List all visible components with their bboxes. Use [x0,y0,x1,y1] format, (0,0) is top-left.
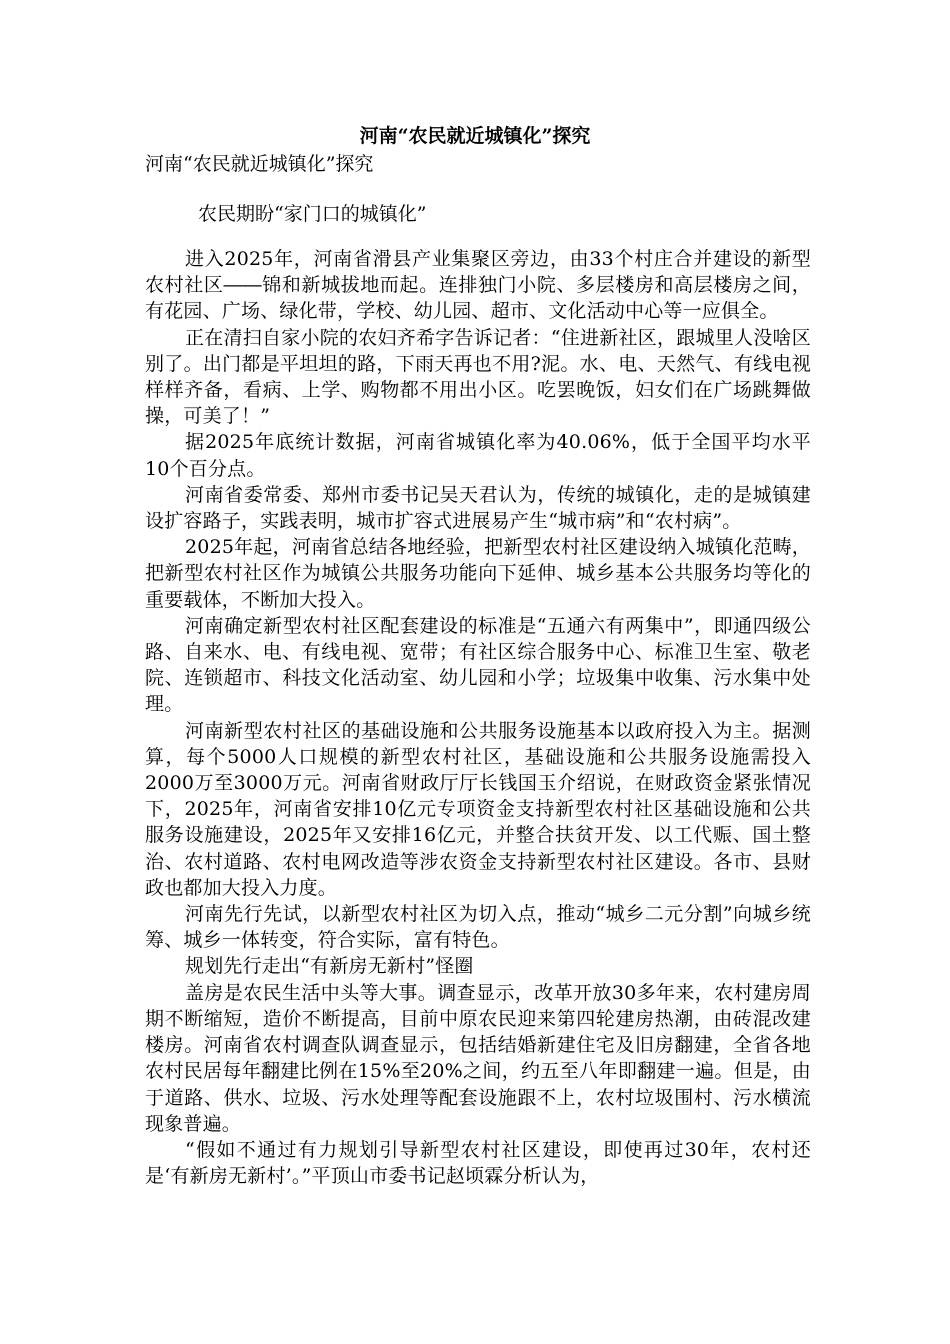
paragraph: 河南省委常委、郑州市委书记吴天君认为，传统的城镇化，走的是城镇建设扩容路子，实践表明，城市扩容式进展易产生“城市病”和“农村病”。 [145,483,811,533]
paragraph: 2025年起，河南省总结各地经验，把新型农村社区建设纳入城镇化范畴，把新型农村社区作为城镇公共服务功能向下延伸、城乡基本公共服务均等化的重要载体，不断加大投入。 [145,536,811,611]
document-body [145,246,811,1189]
paragraph: 进入2025年，河南省滑县产业集聚区旁边，由33个村庄合并建设的新型农村社区――锦和新城拔地而起。连排独门小院、多层楼房和高层楼房之间，有花园、广场、绿化带，学校、幼儿园、超市、文化活动中心等一应俱全。 [145,248,811,323]
paragraph: 据2025年底统计数据，河南省城镇化率为40.06%，低于全国平均水平10个百分点。 [145,431,811,480]
paragraph: 正在清扫自家小院的农妇齐希字告诉记者：“住进新社区，跟城里人没啥区别了。出门都是平坦坦的路，下雨天再也不用?泥。水、电、天然气、有线电视样样齐备，看病、上学、购物都不用出小区。吃罢晚饭，妇女们在广场跳舞做操，可美了！” [145,326,811,428]
paragraph: 盖房是农民生活中头等大事。调查显示，改革开放30多年来，农村建房周期不断缩短，造价不断提高，目前中原农民迎来第四轮建房热潮，由砖混改建楼房。河南省农村调查队调查显示，包括结婚新建住宅及旧房翻建，全省各地农村民居每年翻建比例在15%至20%之间，约五至八年即翻建一遍。但是，由于道路、供水、垃圾、污水处理等配套设施跟不上，农村垃圾围村、污水横流现象普遍。 [145,981,811,1135]
document-subtitle: 河南“农民就近城镇化”探究 [145,153,374,175]
section-heading-inline: 规划先行走出“有新房无新村”怪圈 [185,955,474,978]
paragraph: 河南确定新型农村社区配套建设的标准是“五通六有两集中”，即通四级公路、自来水、电、有线电视、宽带；有社区综合服务中心、标准卫生室、敬老院、连锁超市、科技文化活动室、幼儿园和小学；垃圾集中收集、污水集中处理。 [145,614,811,716]
document-title: 河南“农民就近城镇化”探究 [359,125,591,147]
paragraph: “假如不通过有力规划引导新型农村社区建设，即使再过30年，农村还是‘有新房无新村’。”平顶山市委书记赵顷霖分析认为， [145,1138,811,1188]
paragraph: 河南先行先试，以新型农村社区为切入点，推动“城乡二元分割”向城乡统筹、城乡一体转变，符合实际，富有特色。 [145,903,811,952]
section-heading: 农民期盼“家门口的城镇化” [198,203,427,225]
paragraph: 河南新型农村社区的基础设施和公共服务设施基本以政府投入为主。据测算，每个5000人口规模的新型农村社区，基础设施和公共服务设施需投入2000万至3000万元。河南省财政厅厅长钱国玉介绍说，在财政资金紧张情况下，2025年，河南省安排10亿元专项资金支持新型农村社区基础设施和公共服务设施建设，2025年又安排16亿元，并整合扶贫开发、以工代赈、国土整治、农村道路、农村电网改造等涉农资金支持新型农村社区建设。各市、县财政也都加大投入力度。 [145,719,811,899]
